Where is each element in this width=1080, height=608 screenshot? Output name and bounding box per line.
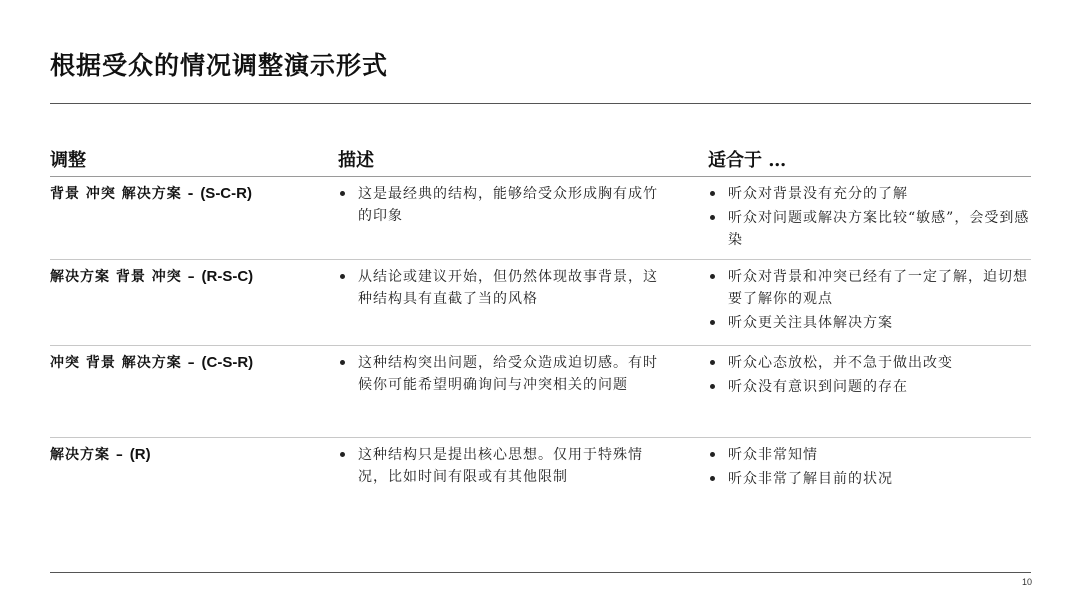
suitable-text: 听众非常了解目前的状况 (728, 471, 893, 487)
list-item (338, 266, 658, 310)
adjust-label-code: (R-S-C) (201, 268, 254, 285)
adjust-label-zh: 冲突 背景 解决方案 – (50, 355, 202, 371)
suitable-text: 听众没有意识到问题的存在 (728, 379, 908, 395)
bullet-icon (710, 360, 715, 365)
row-suitable (708, 352, 1031, 400)
bullet-icon (340, 191, 345, 196)
description-text: 这种结构突出问题，给受众造成迫切感。有时候你可能希望明确询问与冲突相关的问题 (358, 355, 658, 393)
table-row (50, 438, 1031, 528)
description-text: 从结论或建议开始，但仍然体现故事背景，这种结构具有直截了当的风格 (358, 269, 658, 307)
row-adjust-label (50, 444, 320, 466)
bullet-icon (710, 452, 715, 457)
adjust-label-zh: 背景 冲突 解决方案 - (50, 186, 201, 202)
list-item (708, 266, 1031, 310)
row-suitable (708, 183, 1031, 253)
bullet-icon (710, 274, 715, 279)
bullet-icon (710, 476, 715, 481)
description-text: 这是最经典的结构，能够给受众形成胸有成竹的印象 (358, 186, 658, 224)
page-number: 10 (1021, 577, 1032, 587)
adjust-label-code: (C-S-R) (201, 354, 254, 371)
header-adjust: 调整 (50, 150, 86, 171)
footer-divider (50, 572, 1031, 573)
bullet-icon (710, 191, 715, 196)
adjust-label-zh: 解决方案 – (50, 447, 130, 463)
header-suitable: 适合于 … (708, 150, 787, 171)
adjust-label-zh: 解决方案 背景 冲突 – (50, 269, 202, 285)
list-item (708, 183, 1031, 205)
list-item (708, 352, 1031, 374)
suitable-text: 听众更关注具体解决方案 (728, 315, 893, 331)
row-description (338, 183, 658, 229)
description-text: 这种结构只是提出核心思想。仅用于特殊情况，比如时间有限或有其他限制 (358, 447, 643, 485)
row-suitable (708, 266, 1031, 336)
list-item (708, 444, 1031, 466)
row-adjust-label (50, 352, 320, 374)
header-description: 描述 (338, 150, 374, 171)
list-item (708, 376, 1031, 398)
row-description (338, 352, 658, 398)
table-row (50, 260, 1031, 346)
bullet-icon (710, 215, 715, 220)
title-divider (50, 103, 1031, 104)
list-item (708, 312, 1031, 334)
bullet-icon (340, 452, 345, 457)
bullet-icon (340, 360, 345, 365)
table-row (50, 346, 1031, 438)
adjust-label-code: (R) (129, 446, 151, 463)
list-item (338, 444, 658, 488)
list-item (708, 468, 1031, 490)
bullet-icon (340, 274, 345, 279)
table-row (50, 177, 1031, 260)
list-item (708, 207, 1031, 251)
bullet-icon (710, 384, 715, 389)
row-adjust-label (50, 266, 320, 288)
adjust-label-code: (S-C-R) (200, 185, 252, 202)
row-suitable (708, 444, 1031, 492)
adjustment-table (50, 146, 1031, 528)
suitable-text: 听众对问题或解决方案比较“敏感”，会受到感染 (728, 210, 1030, 248)
suitable-text: 听众心态放松，并不急于做出改变 (728, 355, 953, 371)
row-adjust-label (50, 183, 320, 205)
slide-title: 根据受众的情况调整演示形式 (50, 51, 389, 80)
suitable-text: 听众对背景没有充分的了解 (728, 186, 908, 202)
suitable-text: 听众非常知情 (728, 447, 818, 463)
suitable-text: 听众对背景和冲突已经有了一定了解，迫切想要了解你的观点 (728, 269, 1028, 307)
list-item (338, 183, 658, 227)
bullet-icon (710, 320, 715, 325)
row-description (338, 444, 658, 490)
row-description (338, 266, 658, 312)
table-header-row (50, 146, 1031, 177)
list-item (338, 352, 658, 396)
